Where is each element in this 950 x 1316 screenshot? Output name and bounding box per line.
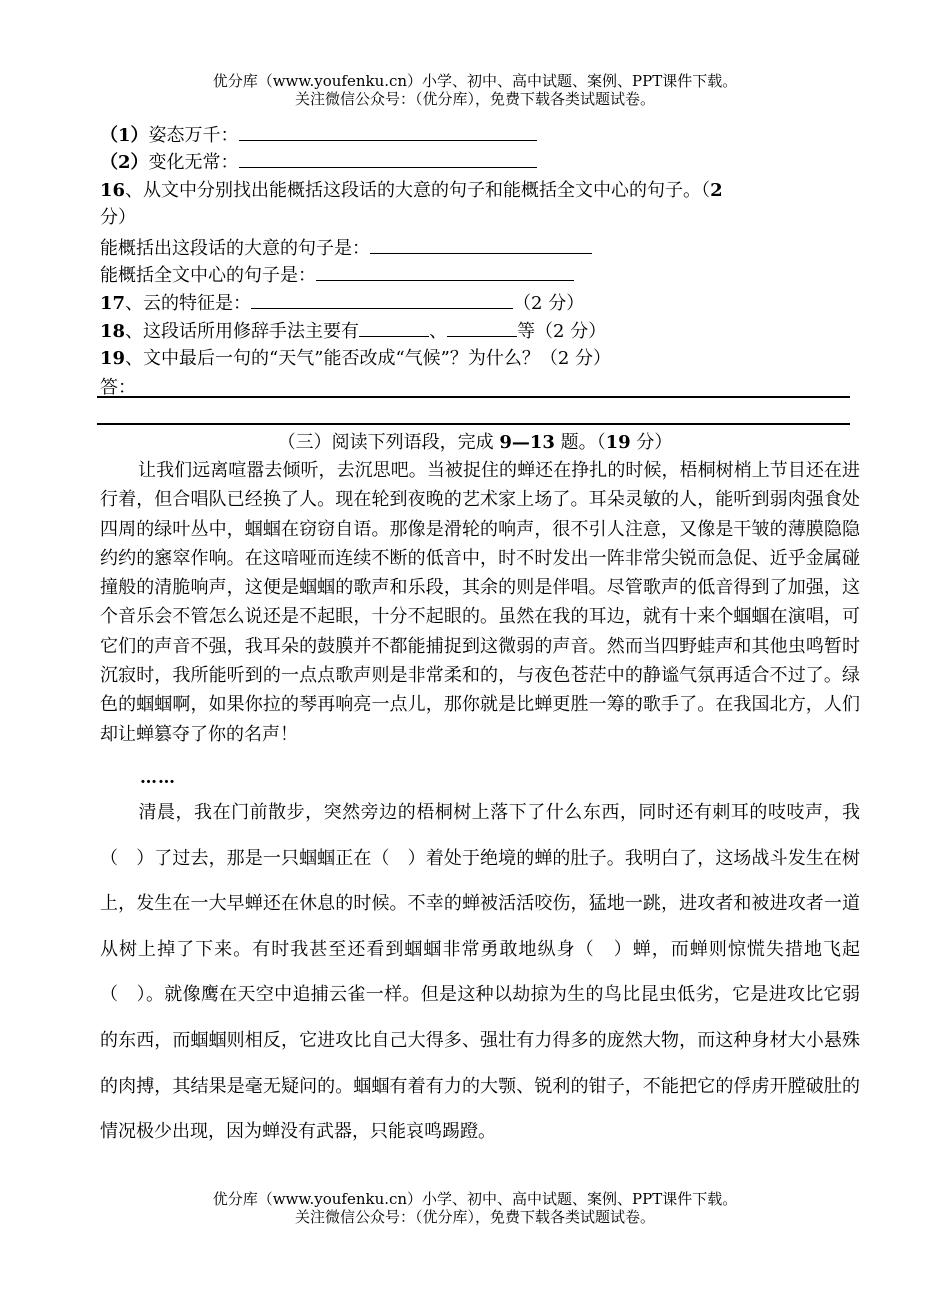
section-title (0, 428, 950, 454)
q16-line-a (100, 235, 592, 261)
q15-item-2 (100, 149, 537, 175)
footer-line-2: 关注微信公众号：（优分库），免费下载各类试题试卷。 (294, 1208, 655, 1226)
ellipsis: …… (140, 768, 176, 788)
q16-line-b (100, 262, 574, 288)
item-text: 变化无常： (148, 152, 239, 173)
question-text: 、文中最后一句的“天气”能否改成“气候”？为什么？（2 分） (125, 348, 612, 369)
item-text: 姿态万千： (148, 125, 239, 146)
question-tail: 等（2 分） (517, 321, 607, 342)
page-header (0, 72, 950, 108)
passage-paragraph-1 (100, 456, 860, 749)
question-number: 18 (100, 321, 126, 342)
passage-paragraph-2 (100, 790, 860, 1155)
question-range: 9—13 (499, 432, 555, 453)
answer-blank[interactable] (239, 149, 537, 168)
question-number: 17 (100, 293, 126, 314)
q18-question (100, 318, 606, 344)
q19-question (100, 347, 611, 371)
answer-blank[interactable] (370, 235, 592, 254)
item-number: （2） (100, 152, 149, 173)
question-number: 16 (100, 180, 126, 201)
question-score: （2 分） (513, 293, 585, 314)
answer-line-2[interactable] (97, 423, 850, 425)
question-text: 、这段话所用修辞手法主要有 (125, 321, 360, 342)
paragraph-text: 清晨，我在门前散步，突然旁边的梧桐树上落下了什么东西，同时还有刺耳的吱吱声，我（ ）了过去，那是一只蝈蝈正在（ ）着处于绝境的蝉的肚子。我明白了，这场战斗发生在树上，发生在一大早蝉还在休息的时候。不幸的蝉被活活咬伤，猛地一跳，进攻者和被进攻者一道从树上掉了下来。有时我甚至还看到蝈蝈非常勇敢地纵身（ ）蝉，而蝉则惊慌失措地飞起（ ）。就像鹰在天空中追捕云雀一样。但是这种以劫掠为生的鸟比昆虫低劣，它是进攻比它弱的东西，而蝈蝈则相反，它进攻比自己大得多、强壮有力得多的庞然大物，而这种身材大小悬殊的肉搏，其结果是毫无疑问的。蝈蝈有着有力的大颚、锐利的钳子，不能把它的俘虏开膛破肚的情况极少出现，因为蝉没有武器，只能哀鸣踢蹬。 (100, 802, 860, 1143)
q19-answer-label: 答： (100, 377, 136, 398)
question-score: 2 (710, 180, 723, 201)
paragraph-text: 让我们远离喧嚣去倾听，去沉思吧。当被捉住的蝉还在挣扎的时候，梧桐树梢上节目还在进行着，但合唱队已经换了人。现在轮到夜晚的艺术家上场了。耳朵灵敏的人，能听到弱肉强食处四周的绿叶丛中，蝈蝈在窃窃自语。那像是滑轮的响声，很不引人注意，又像是干皱的薄膜隐隐约约的窸窣作响。在这喑哑而连续不断的低音中，时不时发出一阵非常尖锐而急促、近乎金属碰撞般的清脆响声，这便是蝈蝈的歌声和乐段，其余的则是伴唱。尽管歌声的低音得到了加强，这个音乐会不管怎么说还是不起眼，十分不起眼的。虽然在我的耳边，就有十来个蝈蝈在演唱，可它们的声音不强，我耳朵的鼓膜并不都能捕捉到这微弱的声音。然而当四野蛙声和其他虫鸣暂时沉寂时，我所能听到的一点点歌声则是非常柔和的，与夜色苍茫中的静谧气氛再适合不过了。绿色的蝈蝈啊，如果你拉的琴再响亮一点儿，那你就是比蝉更胜一筹的歌手了。在我国北方，人们却让蝉篡夺了你的名声！ (100, 460, 860, 745)
answer-blank[interactable] (251, 290, 513, 309)
section-score: 19 (605, 432, 631, 453)
line-label: 能概括全文中心的句子是： (100, 265, 316, 286)
header-line-1: 优分库（www.youfenku.cn）小学、初中、高中试题、案例、PPT课件下载。 (212, 72, 738, 90)
answer-blank[interactable] (447, 318, 517, 337)
answer-blank[interactable] (359, 318, 429, 337)
q15-item-1 (100, 122, 537, 148)
question-text: 、云的特征是： (125, 293, 252, 314)
separator: 、 (429, 321, 448, 342)
question-text: 、从文中分别找出能概括这段话的大意的句子和能概括全文中心的句子。（ (125, 180, 711, 201)
line-label: 能概括出这段话的大意的句子是： (100, 238, 370, 259)
answer-blank[interactable] (239, 122, 537, 141)
answer-line-1[interactable] (97, 396, 850, 398)
title-text: 分） (630, 432, 673, 453)
q16-question (100, 179, 723, 203)
q16-question-cont: 分） (100, 207, 136, 228)
q17-question (100, 290, 584, 316)
page-footer (0, 1190, 950, 1226)
question-number: 19 (100, 348, 126, 369)
title-text: （三）阅读下列语段，完成 (277, 432, 500, 453)
answer-blank[interactable] (316, 262, 574, 281)
footer-line-1: 优分库（www.youfenku.cn）小学、初中、高中试题、案例、PPT课件下载。 (212, 1190, 738, 1208)
item-number: （1） (100, 125, 149, 146)
header-line-2: 关注微信公众号：（优分库），免费下载各类试题试卷。 (294, 90, 655, 108)
title-text: 题。（ (554, 432, 606, 453)
